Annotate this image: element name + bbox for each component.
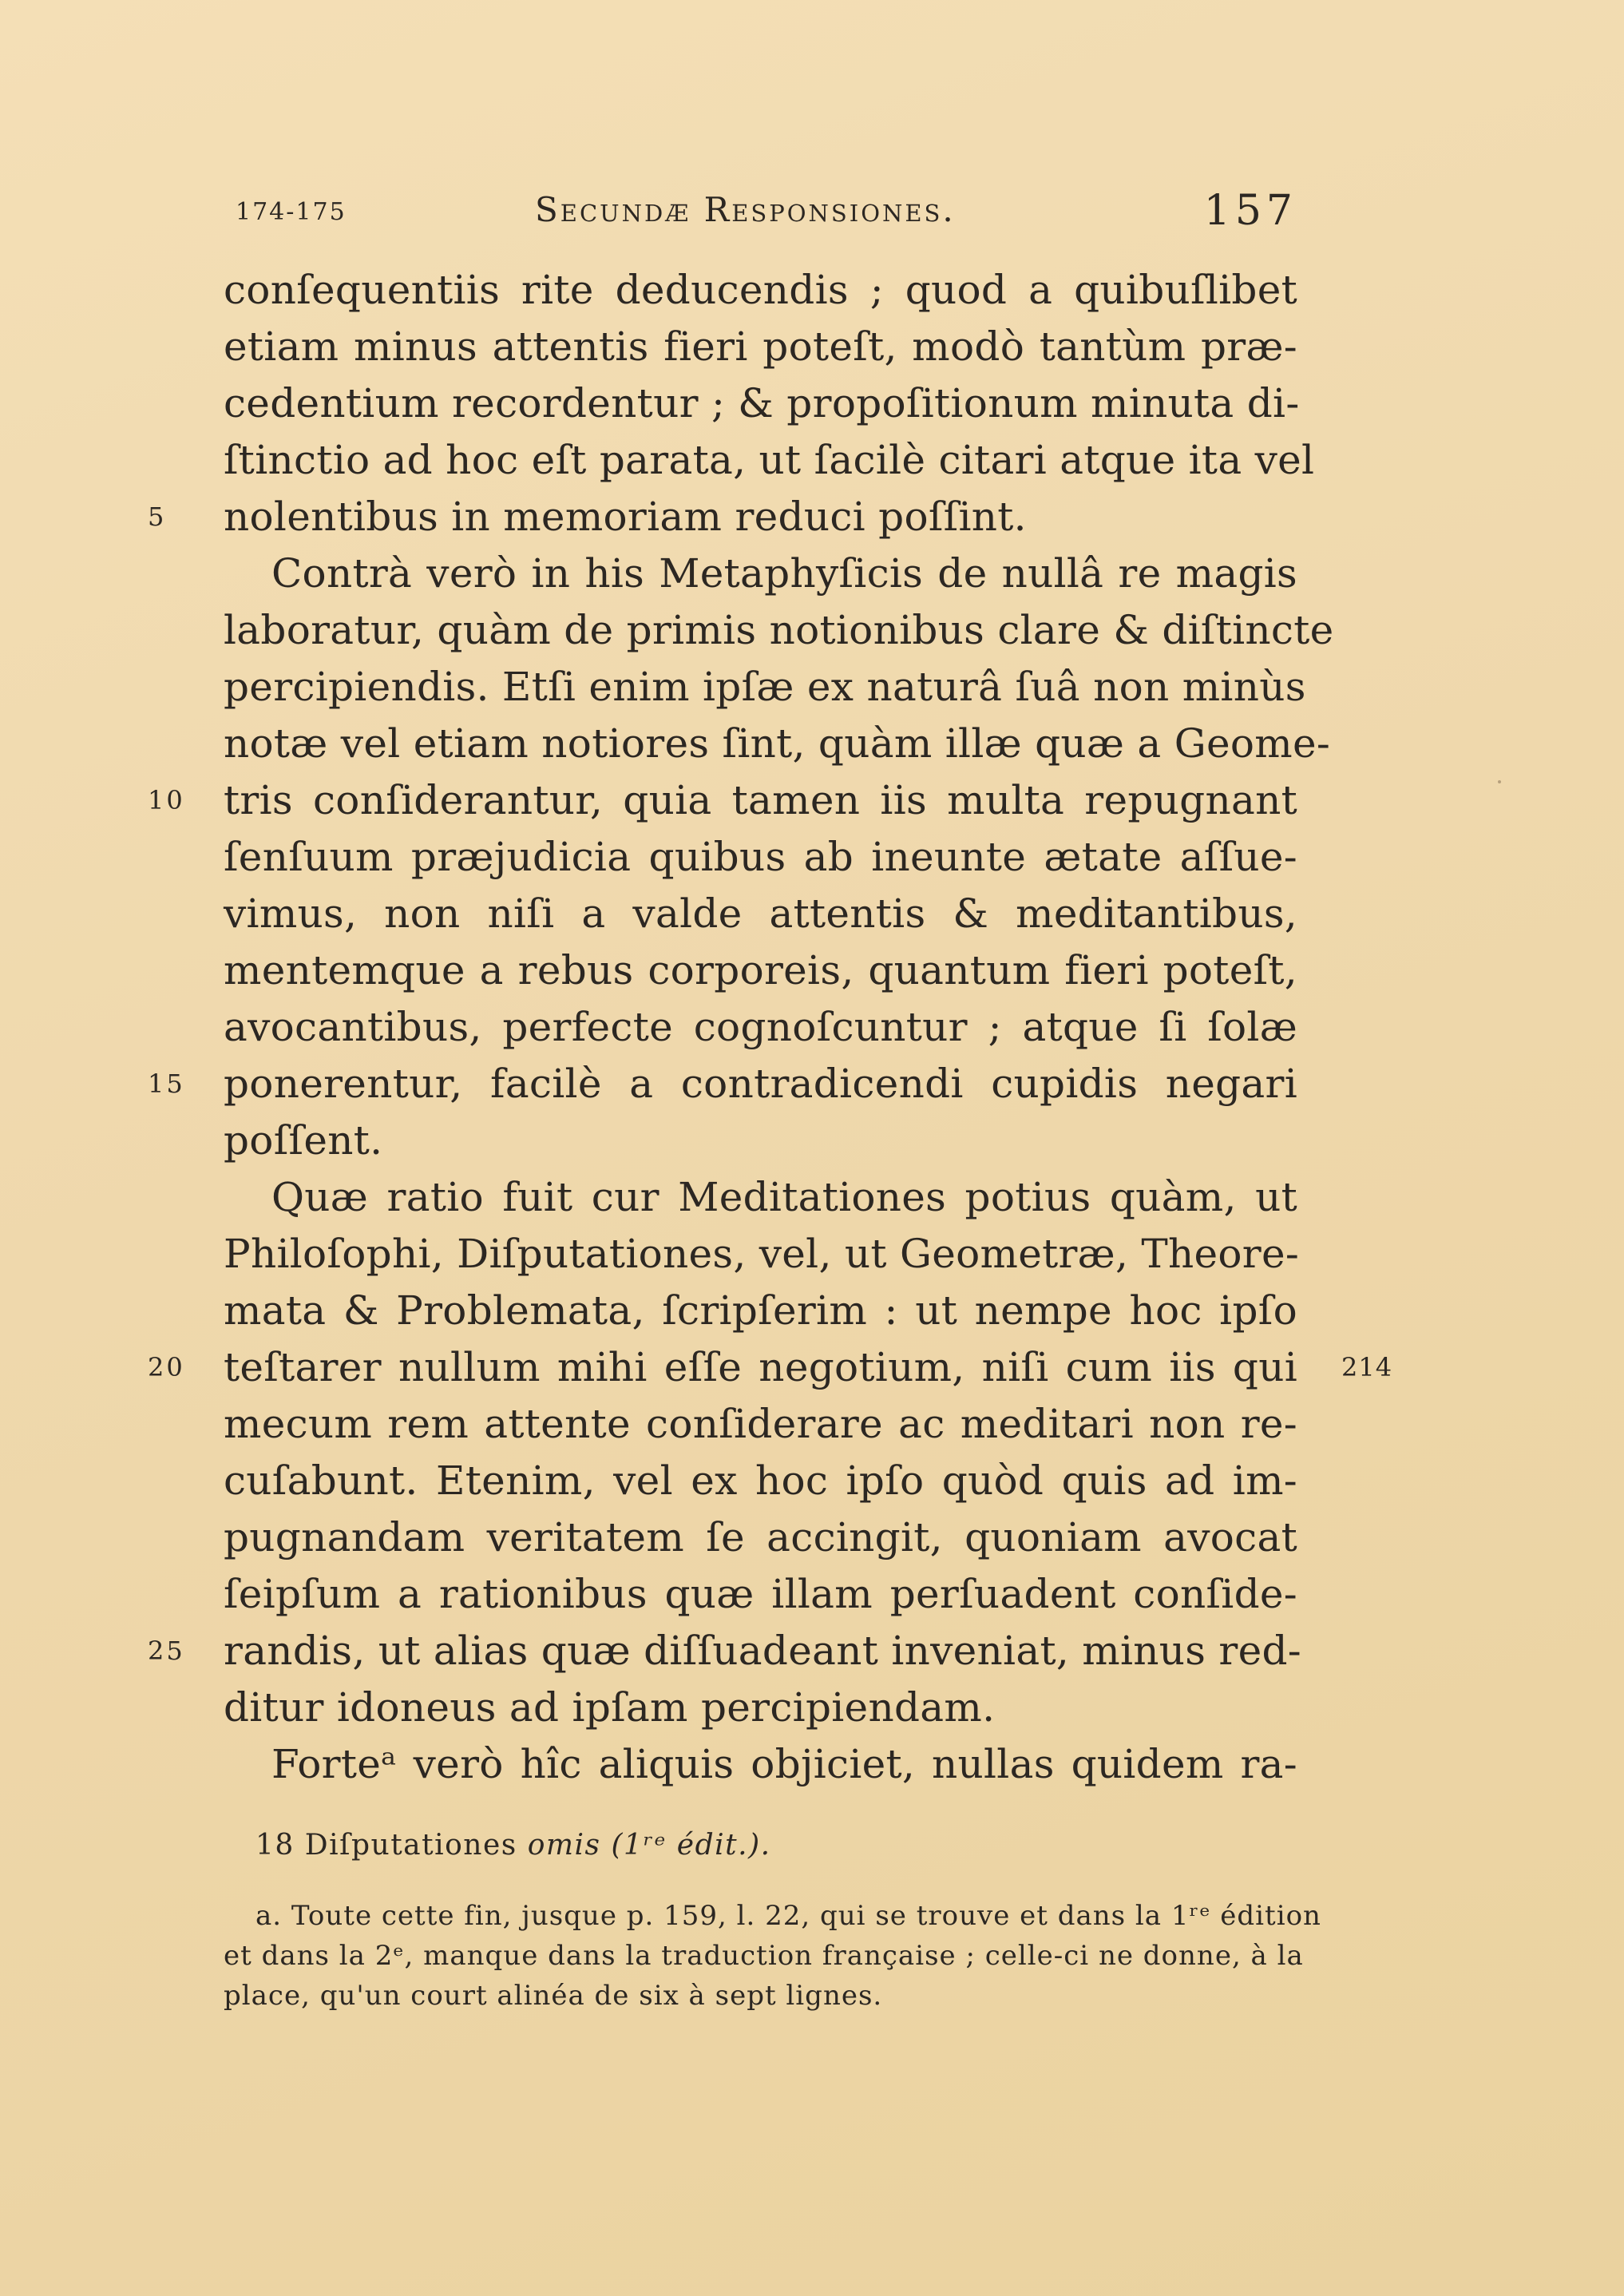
line-text: randis, ut alias quæ diſſuadeant inveniat, minus red- — [224, 1628, 1301, 1674]
running-title: Secundæ Responsiones. — [535, 190, 956, 229]
text-line — [224, 1509, 1297, 1566]
line-text: cuſabunt. Etenim, vel ex hoc ipſo quòd quis ad im- — [224, 1457, 1297, 1504]
paper-speck — [1498, 780, 1501, 783]
text-line — [224, 432, 1315, 489]
text-line — [148, 1056, 1297, 1112]
running-head — [224, 187, 1297, 238]
line-text: etiam minus attentis fieri poteſt, modò tantùm præ- — [224, 323, 1297, 370]
variant-word: Diſputationes — [304, 1829, 517, 1862]
line-number: 15 — [148, 1069, 185, 1099]
text-line — [224, 1226, 1300, 1283]
line-text: tris conſiderantur, quia tamen iis multa repugnant — [224, 777, 1297, 823]
page-number: 157 — [1203, 187, 1297, 235]
text-line — [148, 1339, 1393, 1396]
text-line — [224, 545, 1297, 602]
text-line — [224, 942, 1297, 999]
line-number: 10 — [148, 785, 185, 815]
text-line — [224, 1112, 1297, 1169]
variant-line-number: 18 — [255, 1829, 295, 1862]
text-line — [224, 602, 1334, 659]
line-text: poſſent. — [224, 1117, 383, 1164]
text-line — [224, 716, 1331, 772]
line-text: nolentibus in memoriam reduci poſſint. — [224, 494, 1027, 540]
line-text: percipiendis. Etſi enim ipſæ ex naturâ ſuâ non minùs — [224, 664, 1306, 710]
text-line — [224, 1396, 1297, 1453]
line-number: 25 — [148, 1636, 185, 1666]
line-text: Philoſophi, Diſputationes, vel, ut Geometræ, Theore- — [224, 1231, 1300, 1277]
line-text: vimus, non niſi a valde attentis & meditantibus, — [224, 890, 1297, 937]
line-text: ponerentur, facilè a contradicendi cupidis negari — [224, 1061, 1297, 1107]
footnote-line: et dans la 2ᵉ, manque dans la traduction française ; celle-ci ne donne, à la — [224, 1940, 1304, 1972]
page-range: 174-175 — [236, 198, 347, 226]
line-text: ſtinctio ad hoc eſt parata, ut ſacilè citari atque ita vel — [224, 437, 1315, 483]
text-line — [224, 829, 1297, 886]
line-text: ditur idoneus ad ipſam percipiendam. — [224, 1684, 996, 1731]
line-text: laboratur, quàm de primis notionibus clare & diſtincte — [224, 607, 1334, 653]
line-number: 20 — [148, 1352, 185, 1382]
text-line — [224, 1566, 1297, 1623]
line-text: notæ vel etiam notiores ſint, quàm illæ quæ a Geome- — [224, 720, 1331, 767]
line-text: avocantibus, perfecte cognoſcuntur ; atque ſi ſolæ — [224, 1004, 1297, 1050]
text-line — [224, 886, 1297, 942]
text-line — [224, 1169, 1297, 1226]
line-text: mata & Problemata, ſcripſerim : ut nempe hoc ipſo — [224, 1287, 1297, 1334]
margin-page-reference: 214 — [1341, 1352, 1393, 1382]
text-line — [148, 1623, 1301, 1679]
variant-note: omis — [527, 1829, 601, 1862]
line-text: ſeipſum a rationibus quæ illam perſuadent conſide- — [224, 1571, 1297, 1617]
line-text: pugnandam veritatem ſe accingit, quoniam avocat — [224, 1514, 1297, 1560]
line-text: mentemque a rebus corporeis, quantum fieri poteſt, — [224, 947, 1297, 993]
text-line — [224, 1453, 1297, 1509]
footnote-line: a. Toute cette fin, jusque p. 159, l. 22, qui se trouve et dans la 1ʳᵉ édition — [255, 1900, 1321, 1932]
textual-variant-note — [255, 1829, 771, 1862]
line-text: Quæ ratio fuit cur Meditationes potius quàm, ut — [271, 1174, 1297, 1220]
line-text: teſtarer nullum mihi eſſe negotium, niſi cum iis qui — [224, 1344, 1297, 1390]
line-text: Forteᵃ verò hîc aliquis objiciet, nullas quidem ra- — [271, 1741, 1297, 1787]
line-text: mecum rem attente conſiderare ac meditari non re- — [224, 1401, 1297, 1447]
line-text: Contrà verò in his Metaphyſicis de nullâ re magis — [271, 550, 1297, 597]
text-line — [148, 489, 1297, 545]
text-line — [224, 659, 1306, 716]
line-number: 5 — [148, 502, 167, 532]
text-line — [224, 1283, 1297, 1339]
text-line — [224, 319, 1297, 375]
text-line — [224, 1679, 1297, 1736]
body-text — [148, 262, 1393, 1793]
line-text: conſequentiis rite deducendis ; quod a quibuſlibet — [224, 267, 1297, 313]
line-text: cedentium recordentur ; & propoſitionum minuta di- — [224, 380, 1300, 426]
footnote — [224, 1896, 1321, 2016]
text-line — [224, 1736, 1297, 1793]
variant-edition: (1ʳᵉ édit.). — [611, 1829, 771, 1862]
text-line — [148, 772, 1297, 829]
text-line — [224, 999, 1297, 1056]
line-text: ſenſuum præjudicia quibus ab ineunte ætate aſſue- — [224, 834, 1297, 880]
text-line — [224, 262, 1297, 319]
footnote-line: place, qu'un court alinéa de six à sept lignes. — [224, 1980, 883, 2012]
text-line — [224, 375, 1300, 432]
